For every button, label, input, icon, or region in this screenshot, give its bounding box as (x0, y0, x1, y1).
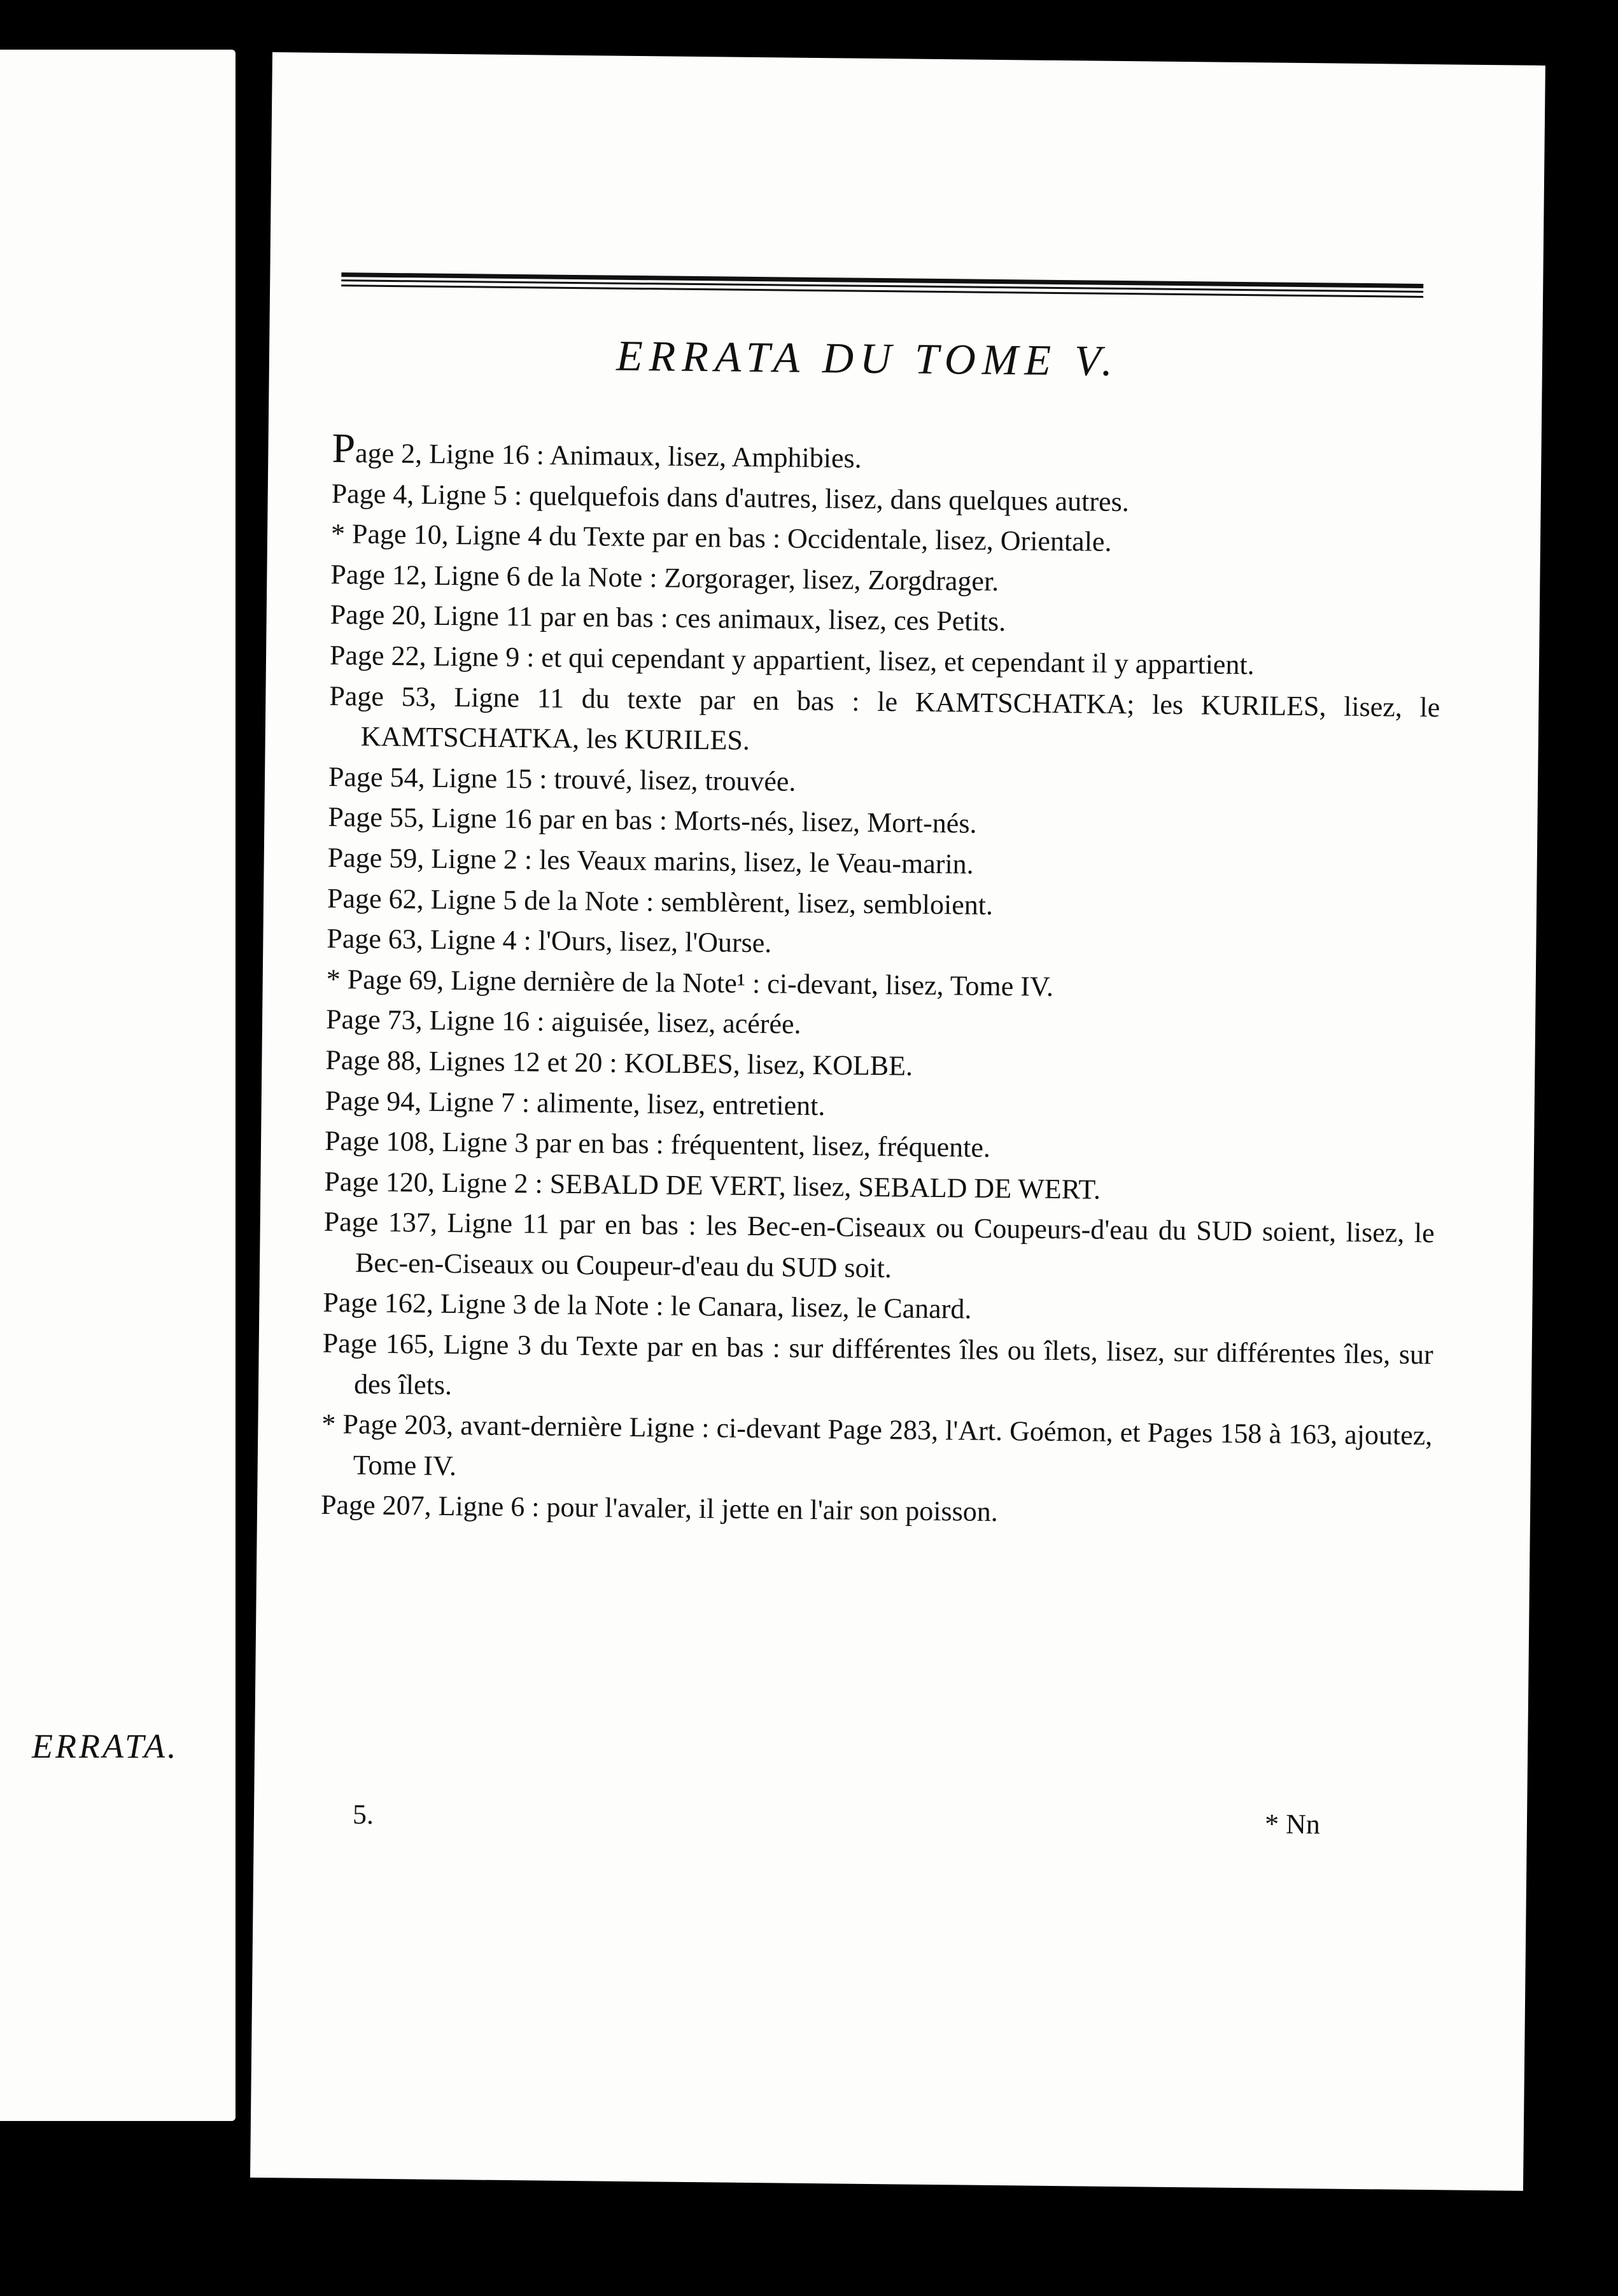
errata-entry: Page 162, Ligne 3 de la Note : le Canara, lisez, le Canard. (323, 1287, 972, 1326)
errata-entry: Page 108, Ligne 3 par en bas : fréquentent, lisez, fréquente. (324, 1125, 991, 1163)
catchword: * Nn (1264, 1808, 1321, 1840)
errata-entry: Page 55, Ligne 16 par en bas : Morts-nés, lisez, Mort-nés. (328, 801, 977, 839)
errata-entry: Page 62, Ligne 5 de la Note : semblèrent, lisez, sembloient. (327, 882, 994, 921)
page-footer (353, 1798, 1320, 1840)
errata-entry: Page 94, Ligne 7 : alimente, lisez, entretient. (325, 1084, 826, 1121)
errata-entry: Page 73, Ligne 16 : aiguisée, lisez, acérée. (325, 1004, 801, 1040)
errata-entry: Page 165, Ligne 3 du Texte par en bas : sur différentes îles ou îlets, lisez, sur différentes îles, sur des îlets. (322, 1327, 1433, 1401)
errata-entry: Page 207, Ligne 6 : pour l'avaler, il jette en l'air son poisson. (320, 1489, 999, 1528)
errata-entry: Page 120, Ligne 2 : SEBALD DE VERT, lisez, SEBALD DE WERT. (324, 1165, 1101, 1205)
errata-entry: Page 22, Ligne 9 : et qui cependant y appartient, lisez, et cependant il y appartient. (329, 639, 1255, 681)
errata-entry: Page 59, Ligne 2 : les Veaux marins, lisez, le Veau-marin. (327, 841, 974, 880)
left-page (0, 50, 236, 2121)
errata-list (320, 425, 1443, 1537)
errata-entry: * Page 10, Ligne 4 du Texte par en bas : Occidentale, lisez, Orientale. (330, 518, 1112, 558)
errata-entry: Page 20, Ligne 11 par en bas : ces animaux, lisez, ces Petits. (330, 599, 1006, 638)
errata-entry: Page 88, Lignes 12 et 20 : KOLBES, lisez, KOLBE. (325, 1044, 913, 1082)
left-page-label: ERRATA. (32, 1727, 179, 1765)
errata-entry: Page 137, Ligne 11 par en bas : les Bec-en-Ciseaux ou Coupeurs-d'eau du SUD soient, lisez, le Bec-en-Ciseaux ou Coupeur-d'eau du SUD soit. (323, 1206, 1435, 1284)
errata-entry: Page 12, Ligne 6 de la Note : Zorgorager, lisez, Zorgdrager. (330, 558, 999, 597)
header-rule (341, 272, 1423, 300)
errata-entry: Page 63, Ligne 4 : l'Ours, lisez, l'Ourse. (327, 923, 772, 959)
signature-mark: 5. (352, 1798, 374, 1830)
page-title: ERRATA DU TOME V. (616, 331, 1120, 385)
errata-entry: Page 53, Ligne 11 du texte par en bas : le KAMTSCHATKA; les KURILES, lisez, le KAMTSCHATKA, les KURILES. (329, 680, 1440, 757)
errata-entry: * Page 69, Ligne dernière de la Note¹ : ci-devant, lisez, Tome IV. (326, 963, 1054, 1002)
right-page (250, 52, 1545, 2191)
errata-entry: Page 2, Ligne 16 : Animaux, lisez, Amphibies. (332, 425, 862, 474)
errata-entry: * Page 203, avant-dernière Ligne : ci-devant Page 283, l'Art. Goémon, et Pages 158 à 163, ajoutez, Tome IV. (321, 1408, 1433, 1481)
errata-entry: Page 4, Ligne 5 : quelquefois dans d'autres, lisez, dans quelques autres. (331, 477, 1129, 517)
errata-entry: Page 54, Ligne 15 : trouvé, lisez, trouvée. (328, 760, 796, 797)
